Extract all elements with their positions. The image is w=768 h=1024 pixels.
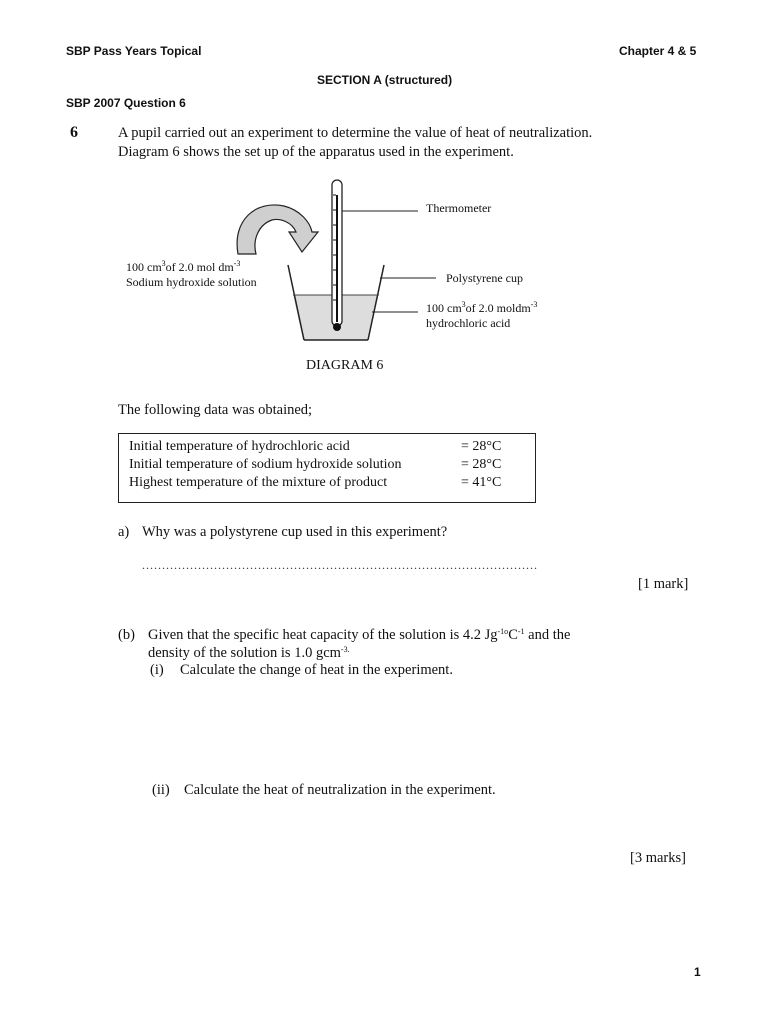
data-row-label: Initial temperature of sodium hydroxide solution	[129, 457, 402, 472]
label-naoh-line1: 100 $cm^3of$ 2.0 mol $dm^{-3}$	[126, 259, 241, 274]
part-b-ii-question: Calculate the heat of neutralization in the experiment.	[184, 782, 496, 798]
part-b-i-label: (i)	[150, 662, 164, 678]
question-number: 6	[70, 124, 78, 141]
data-row-value: = 28°C	[461, 439, 502, 454]
diagram-caption: DIAGRAM 6	[306, 358, 384, 373]
part-b-i-question: Calculate the change of heat in the experiment.	[180, 662, 453, 678]
part-a-label: a)	[118, 524, 130, 540]
data-intro: The following data was obtained;	[118, 402, 313, 418]
thermometer	[332, 180, 342, 331]
section-title: SECTION A (structured)	[317, 73, 453, 87]
data-row-label: Highest temperature of the mixture of product	[129, 475, 388, 490]
data-row-value: = 41°C	[461, 475, 502, 490]
page-number: 1	[694, 965, 701, 979]
question-intro-line2: Diagram 6 shows the set up of the apparatus used in the experiment.	[118, 144, 514, 160]
part-b-marks: [3 marks]	[630, 850, 686, 866]
data-table	[118, 433, 536, 503]
part-a-question: Why was a polystyrene cup used in this experiment?	[142, 524, 448, 540]
header-right: Chapter 4 & 5	[619, 44, 697, 58]
label-thermometer: Thermometer	[426, 201, 492, 215]
apparatus-diagram	[0, 0, 768, 400]
part-a-answer-line: ...................................................................................................	[142, 558, 538, 572]
part-b-label: (b)	[118, 627, 135, 643]
pouring-arrow	[237, 205, 318, 254]
label-polystyrene-cup: Polystyrene cup	[446, 271, 523, 285]
data-row-value: = 28°C	[461, 457, 502, 472]
part-b-line2: density of the solution is 1.0 gcm$^{-3.}$	[148, 645, 350, 661]
part-b-line1: Given that the specific heat capacity of the solution is 4.2 $Jg^{-1o}C^{-1}$ and the	[148, 627, 571, 643]
header-left: SBP Pass Years Topical	[66, 44, 202, 58]
question-reference: SBP 2007 Question 6	[66, 96, 186, 110]
part-a-marks: [1 mark]	[638, 576, 689, 592]
data-row-label: Initial temperature of hydrochloric acid	[129, 439, 350, 454]
label-naoh-line2: Sodium hydroxide solution	[126, 275, 257, 289]
question-intro-line1: A pupil carried out an experiment to determine the value of heat of neutralization.	[118, 125, 593, 141]
part-b-ii-label: (ii)	[152, 782, 170, 798]
label-hcl-line2: hydrochloric acid	[426, 316, 511, 330]
label-hcl-line1: 100 $cm^3of$ 2.0 moldm$^{-3}$	[426, 300, 538, 315]
